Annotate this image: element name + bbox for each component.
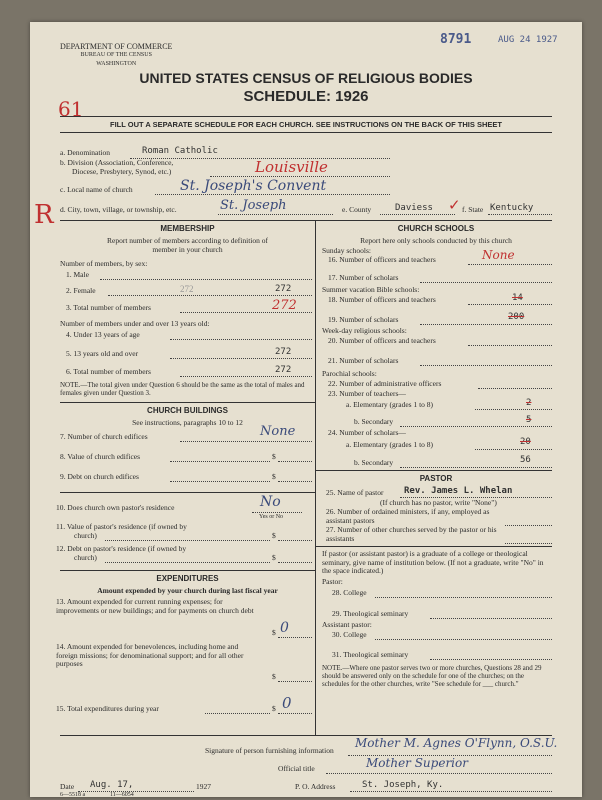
- date-year: 1927: [196, 782, 211, 791]
- instruction-line: FILL OUT A SEPARATE SCHEDULE FOR EACH CHURCH. SEE INSTRUCTIONS ON THE BACK OF THIS SHEET: [110, 120, 502, 129]
- q24b-label: b. Secondary: [354, 458, 394, 467]
- q18-label: 18. Number of officers and teachers: [328, 295, 436, 304]
- q11-label-2: church): [74, 531, 97, 540]
- q23a-label: a. Elementary (grades 1 to 8): [346, 400, 434, 409]
- q24a-value[interactable]: 20: [520, 437, 531, 447]
- q30-label: 30. College: [332, 630, 367, 639]
- yes-no-hint: Yes or No: [259, 514, 284, 520]
- denomination-value[interactable]: Roman Catholic: [142, 146, 218, 156]
- q13-dollar: $: [272, 628, 276, 637]
- county-value[interactable]: Daviess: [395, 203, 433, 213]
- q19-label: 19. Number of scholars: [328, 315, 399, 324]
- expenditures-heading: EXPENDITURES: [156, 574, 219, 583]
- buildings-heading: CHURCH BUILDINGS: [147, 406, 228, 415]
- q10-value[interactable]: No: [260, 494, 281, 510]
- membership-sub2: member in your church: [152, 245, 223, 254]
- q23b-value[interactable]: 5: [526, 415, 532, 425]
- q28-label: 28. College: [332, 588, 367, 597]
- date-label: Date: [60, 782, 75, 791]
- q13-value[interactable]: 0: [280, 620, 289, 636]
- stamp-number: 8791: [440, 32, 472, 47]
- q4-label: 4. Under 13 years of age: [66, 330, 140, 339]
- q6-value[interactable]: 272: [275, 365, 292, 375]
- q12-label-2: church): [74, 553, 97, 562]
- title-label: Official title: [278, 764, 315, 773]
- division-label-2: Diocese, Presbytery, Synod, etc.): [72, 167, 172, 176]
- q25-label: 25. Name of pastor: [326, 488, 384, 497]
- city-value[interactable]: St. Joseph: [220, 198, 287, 213]
- division-label: b. Division (Association, Conference,: [60, 158, 174, 167]
- q24a-label: a. Elementary (grades 1 to 8): [346, 440, 434, 449]
- division-value[interactable]: Louisville: [255, 158, 328, 176]
- dept-name: DEPARTMENT OF COMMERCE: [60, 42, 173, 51]
- q14-label: 14. Amount expended for benevolences, including home and foreign missions; for denominational support; and for all other purposes: [56, 642, 244, 668]
- buildings-sub: See instructions, paragraphs 10 to 12: [132, 418, 243, 427]
- q12-label: 12. Debt on pastor's residence (if owned by: [56, 544, 187, 553]
- membership-note: NOTE.—The total given under Question 6 should be the same as the total of males and females given under Question 3.: [60, 381, 305, 397]
- parochial-label: Parochial schools:: [322, 369, 377, 378]
- q19-value[interactable]: 200: [508, 312, 525, 322]
- po-value[interactable]: St. Joseph, Ky.: [362, 780, 444, 790]
- q23a-value[interactable]: 2: [526, 398, 532, 408]
- asst-sublabel: Assistant pastor:: [322, 620, 372, 629]
- q3-label: 3. Total number of members: [66, 303, 151, 312]
- q31-label: 31. Theological seminary: [332, 650, 409, 659]
- po-label: P. O. Address: [295, 782, 336, 791]
- title-value[interactable]: Mother Superior: [366, 756, 468, 770]
- form-title: UNITED STATES CENSUS OF RELIGIOUS BODIES: [139, 70, 473, 86]
- denomination-label: a. Denomination: [60, 148, 110, 157]
- q15-value[interactable]: 0: [282, 694, 292, 712]
- q24b-value[interactable]: 56: [520, 455, 531, 465]
- q18-value[interactable]: 14: [512, 293, 523, 303]
- schools-heading: CHURCH SCHOOLS: [397, 224, 475, 233]
- red-check-icon: ✓: [448, 196, 461, 214]
- q25-value[interactable]: Rev. James L. Whelan: [404, 486, 513, 496]
- q11-label: 11. Value of pastor's residence (if owned by: [56, 522, 187, 531]
- q7-value[interactable]: None: [260, 424, 296, 439]
- q7-label: 7. Number of church edifices: [60, 432, 148, 441]
- q23-label: 23. Number of teachers—: [328, 389, 406, 398]
- county-label: e. County: [342, 205, 372, 214]
- q22-label: 22. Number of administrative officers: [328, 379, 442, 388]
- college-note: If pastor (or assistant pastor) is a graduate of a college or theological seminary, give name of institution below. (If not a graduate, write "No" in the space indicated.): [322, 549, 544, 575]
- local-name-label: c. Local name of church: [60, 185, 133, 194]
- schedule-title: SCHEDULE: 1926: [243, 88, 369, 105]
- q16-value[interactable]: None: [482, 248, 515, 262]
- q2-pencil: 272: [180, 284, 194, 294]
- sunday-label: Sunday schools:: [322, 246, 371, 255]
- q2-label: 2. Female: [66, 286, 96, 295]
- membership-heading: MEMBERSHIP: [160, 224, 215, 233]
- q5-label: 5. 13 years old and over: [66, 349, 139, 358]
- q8-dollar: $: [272, 452, 276, 461]
- schools-sub: Report here only schools conducted by this church: [360, 236, 512, 245]
- red-mark-r: R: [34, 200, 54, 230]
- q9-label: 9. Debt on church edifices: [60, 472, 139, 481]
- print-number: 11—6054: [110, 792, 134, 798]
- red-mark-61: 61: [58, 97, 84, 121]
- stamp-date: AUG 24 1927: [498, 35, 558, 45]
- pastor-heading: PASTOR: [419, 474, 453, 483]
- q11-dollar: $: [272, 531, 276, 540]
- bureau-name: BUREAU OF THE CENSUS: [80, 52, 152, 58]
- by-sex-label: Number of members, by sex:: [60, 259, 148, 268]
- q27-label: 27. Number of other churches served by the pastor or his assistants: [326, 525, 497, 543]
- q14-dollar: $: [272, 672, 276, 681]
- q9-dollar: $: [272, 472, 276, 481]
- membership-sub1: Report number of members according to definition of: [107, 236, 268, 245]
- q8-label: 8. Value of church edifices: [60, 452, 141, 461]
- q24-label: 24. Number of scholars—: [328, 428, 406, 437]
- department-header: [60, 42, 172, 69]
- q6-label: 6. Total number of members: [66, 367, 151, 376]
- q23b-label: b. Secondary: [354, 417, 394, 426]
- weekday-label: Week-day religious schools:: [322, 326, 407, 335]
- city-label: d. City, town, village, or township, etc.: [60, 205, 177, 214]
- local-name-value[interactable]: St. Joseph's Convent: [180, 178, 327, 194]
- summer-label: Summer vacation Bible schools:: [322, 285, 420, 294]
- pastor-sublabel: Pastor:: [322, 577, 343, 586]
- state-label: f. State: [462, 205, 484, 214]
- form-number: 6—5518 a: [60, 792, 86, 798]
- q13-label: 13. Amount expended for current running expenses; for improvements or new buildings; and for payments on church debt: [56, 597, 254, 615]
- q26-label: 26. Number of ordained ministers, if any, employed as assistant pastors: [326, 507, 490, 525]
- signature-label: Signature of person furnishing information: [205, 746, 334, 755]
- q5-value[interactable]: 272: [275, 347, 292, 357]
- census-schedule-sheet: [30, 22, 582, 797]
- q12-dollar: $: [272, 553, 276, 562]
- q20-label: 20. Number of officers and teachers: [328, 336, 436, 345]
- q3-value[interactable]: 272: [272, 298, 297, 313]
- q10-label: 10. Does church own pastor's residence: [56, 503, 175, 512]
- q1-label: 1. Male: [66, 270, 89, 279]
- state-value[interactable]: Kentucky: [490, 203, 534, 213]
- q16-label: 16. Number of officers and teachers: [328, 255, 436, 264]
- q21-label: 21. Number of scholars: [328, 356, 399, 365]
- q25-note: (If church has no pastor, write "None"): [380, 498, 497, 507]
- date-value[interactable]: Aug. 17,: [90, 780, 134, 790]
- q17-label: 17. Number of scholars: [328, 273, 399, 282]
- q2-value[interactable]: 272: [275, 284, 292, 294]
- age-label: Number of members under and over 13 years old:: [60, 319, 210, 328]
- q15-dollar: $: [272, 704, 276, 713]
- q15-label: 15. Total expenditures during year: [56, 704, 159, 713]
- signature-value[interactable]: Mother M. Agnes O'Flynn, O.S.U.: [355, 736, 558, 750]
- expenditures-sub: Amount expended by your church during last fiscal year: [97, 586, 278, 595]
- city-name: WASHINGTON: [96, 61, 137, 67]
- q29-label: 29. Theological seminary: [332, 609, 409, 618]
- pastor-note: NOTE.—Where one pastor serves two or more churches, Questions 28 and 29 should be answered only on the schedule for one of the churches; on the schedules for the other churches, write "See schedule for ___ church.": [322, 664, 542, 688]
